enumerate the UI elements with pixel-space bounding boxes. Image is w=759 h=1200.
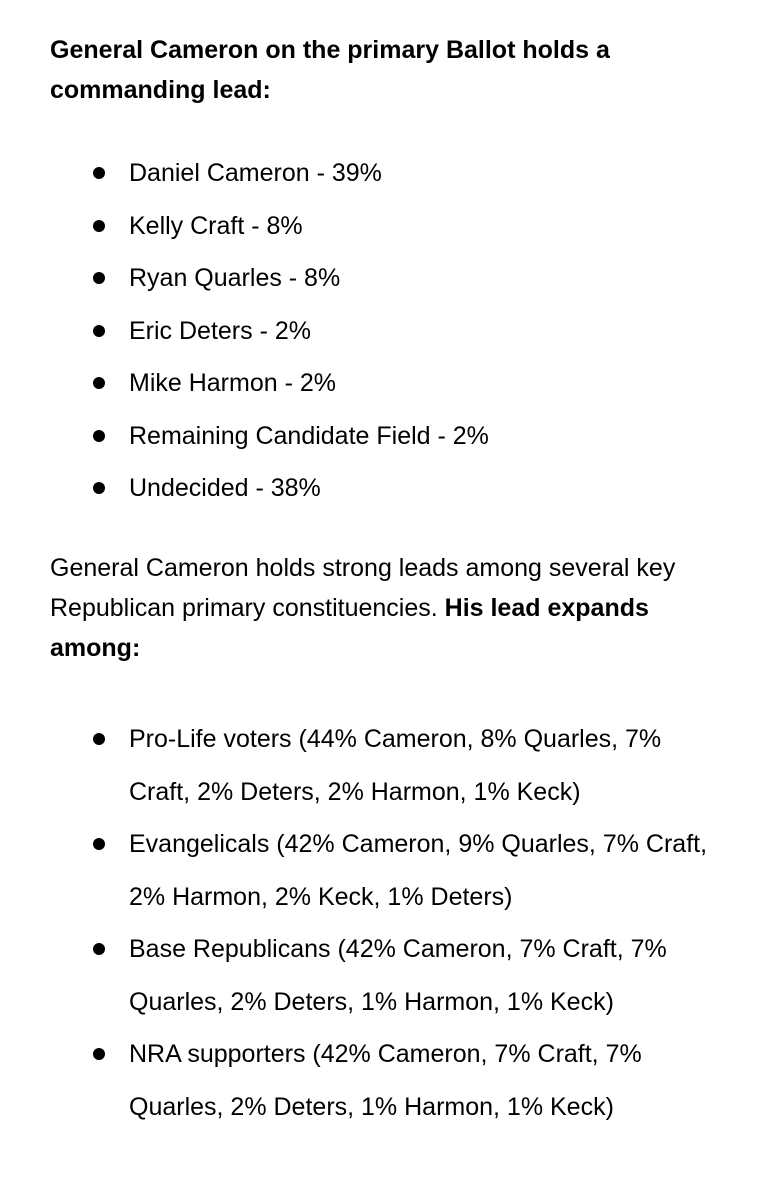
list-item-text: Eric Deters - 2% [129, 316, 311, 345]
bullet-icon [93, 272, 105, 284]
list-item [0, 363, 759, 403]
bullet-icon [93, 220, 105, 232]
ballot-results-list [0, 153, 759, 521]
list-item-text: Mike Harmon - 2% [129, 369, 336, 397]
list-item [0, 1028, 759, 1133]
bullet-icon [93, 733, 105, 745]
list-item-text: Kelly Craft - 8% [129, 211, 303, 240]
body-paragraph [50, 548, 740, 668]
bullet-icon [93, 943, 105, 955]
bullet-icon [93, 325, 105, 337]
list-item [0, 258, 759, 298]
bullet-icon [93, 430, 105, 442]
list-item-text: Remaining Candidate Field - 2% [129, 421, 489, 450]
paragraph-text: General Cameron holds strong leads among several key Republican primary constituencies. [50, 554, 676, 622]
list-item [0, 468, 759, 508]
list-item-text: Evangelicals (42% Cameron, 9% Quarles, 7% Craft, 2% Harmon, 2% Keck, 1% Deters) [129, 830, 708, 911]
list-item [0, 311, 759, 351]
paragraph-bold-text: His lead expands among: [50, 594, 649, 662]
list-item [0, 206, 759, 246]
list-item [0, 923, 759, 1028]
list-item-text: Daniel Cameron - 39% [129, 159, 382, 187]
bullet-icon [93, 1048, 105, 1060]
list-item [0, 416, 759, 456]
bullet-icon [93, 482, 105, 494]
list-item-text: NRA supporters (42% Cameron, 7% Craft, 7% Quarles, 2% Deters, 1% Harmon, 1% Keck) [129, 1040, 642, 1121]
list-item-text: Base Republicans (42% Cameron, 7% Craft, 7% Quarles, 2% Deters, 1% Harmon, 1% Keck) [129, 935, 667, 1016]
bullet-icon [93, 377, 105, 389]
list-item [0, 713, 759, 818]
constituency-list [0, 713, 759, 1133]
list-item-text: Ryan Quarles - 8% [129, 264, 341, 292]
bullet-icon [93, 167, 105, 179]
section-heading: General Cameron on the primary Ballot holds a commanding lead: [50, 36, 610, 104]
list-item [0, 153, 759, 193]
list-item-text: Undecided - 38% [129, 474, 321, 502]
list-item [0, 818, 759, 923]
list-item-text: Pro-Life voters (44% Cameron, 8% Quarles, 7% Craft, 2% Deters, 2% Harmon, 1% Keck) [129, 725, 662, 806]
bullet-icon [93, 838, 105, 850]
